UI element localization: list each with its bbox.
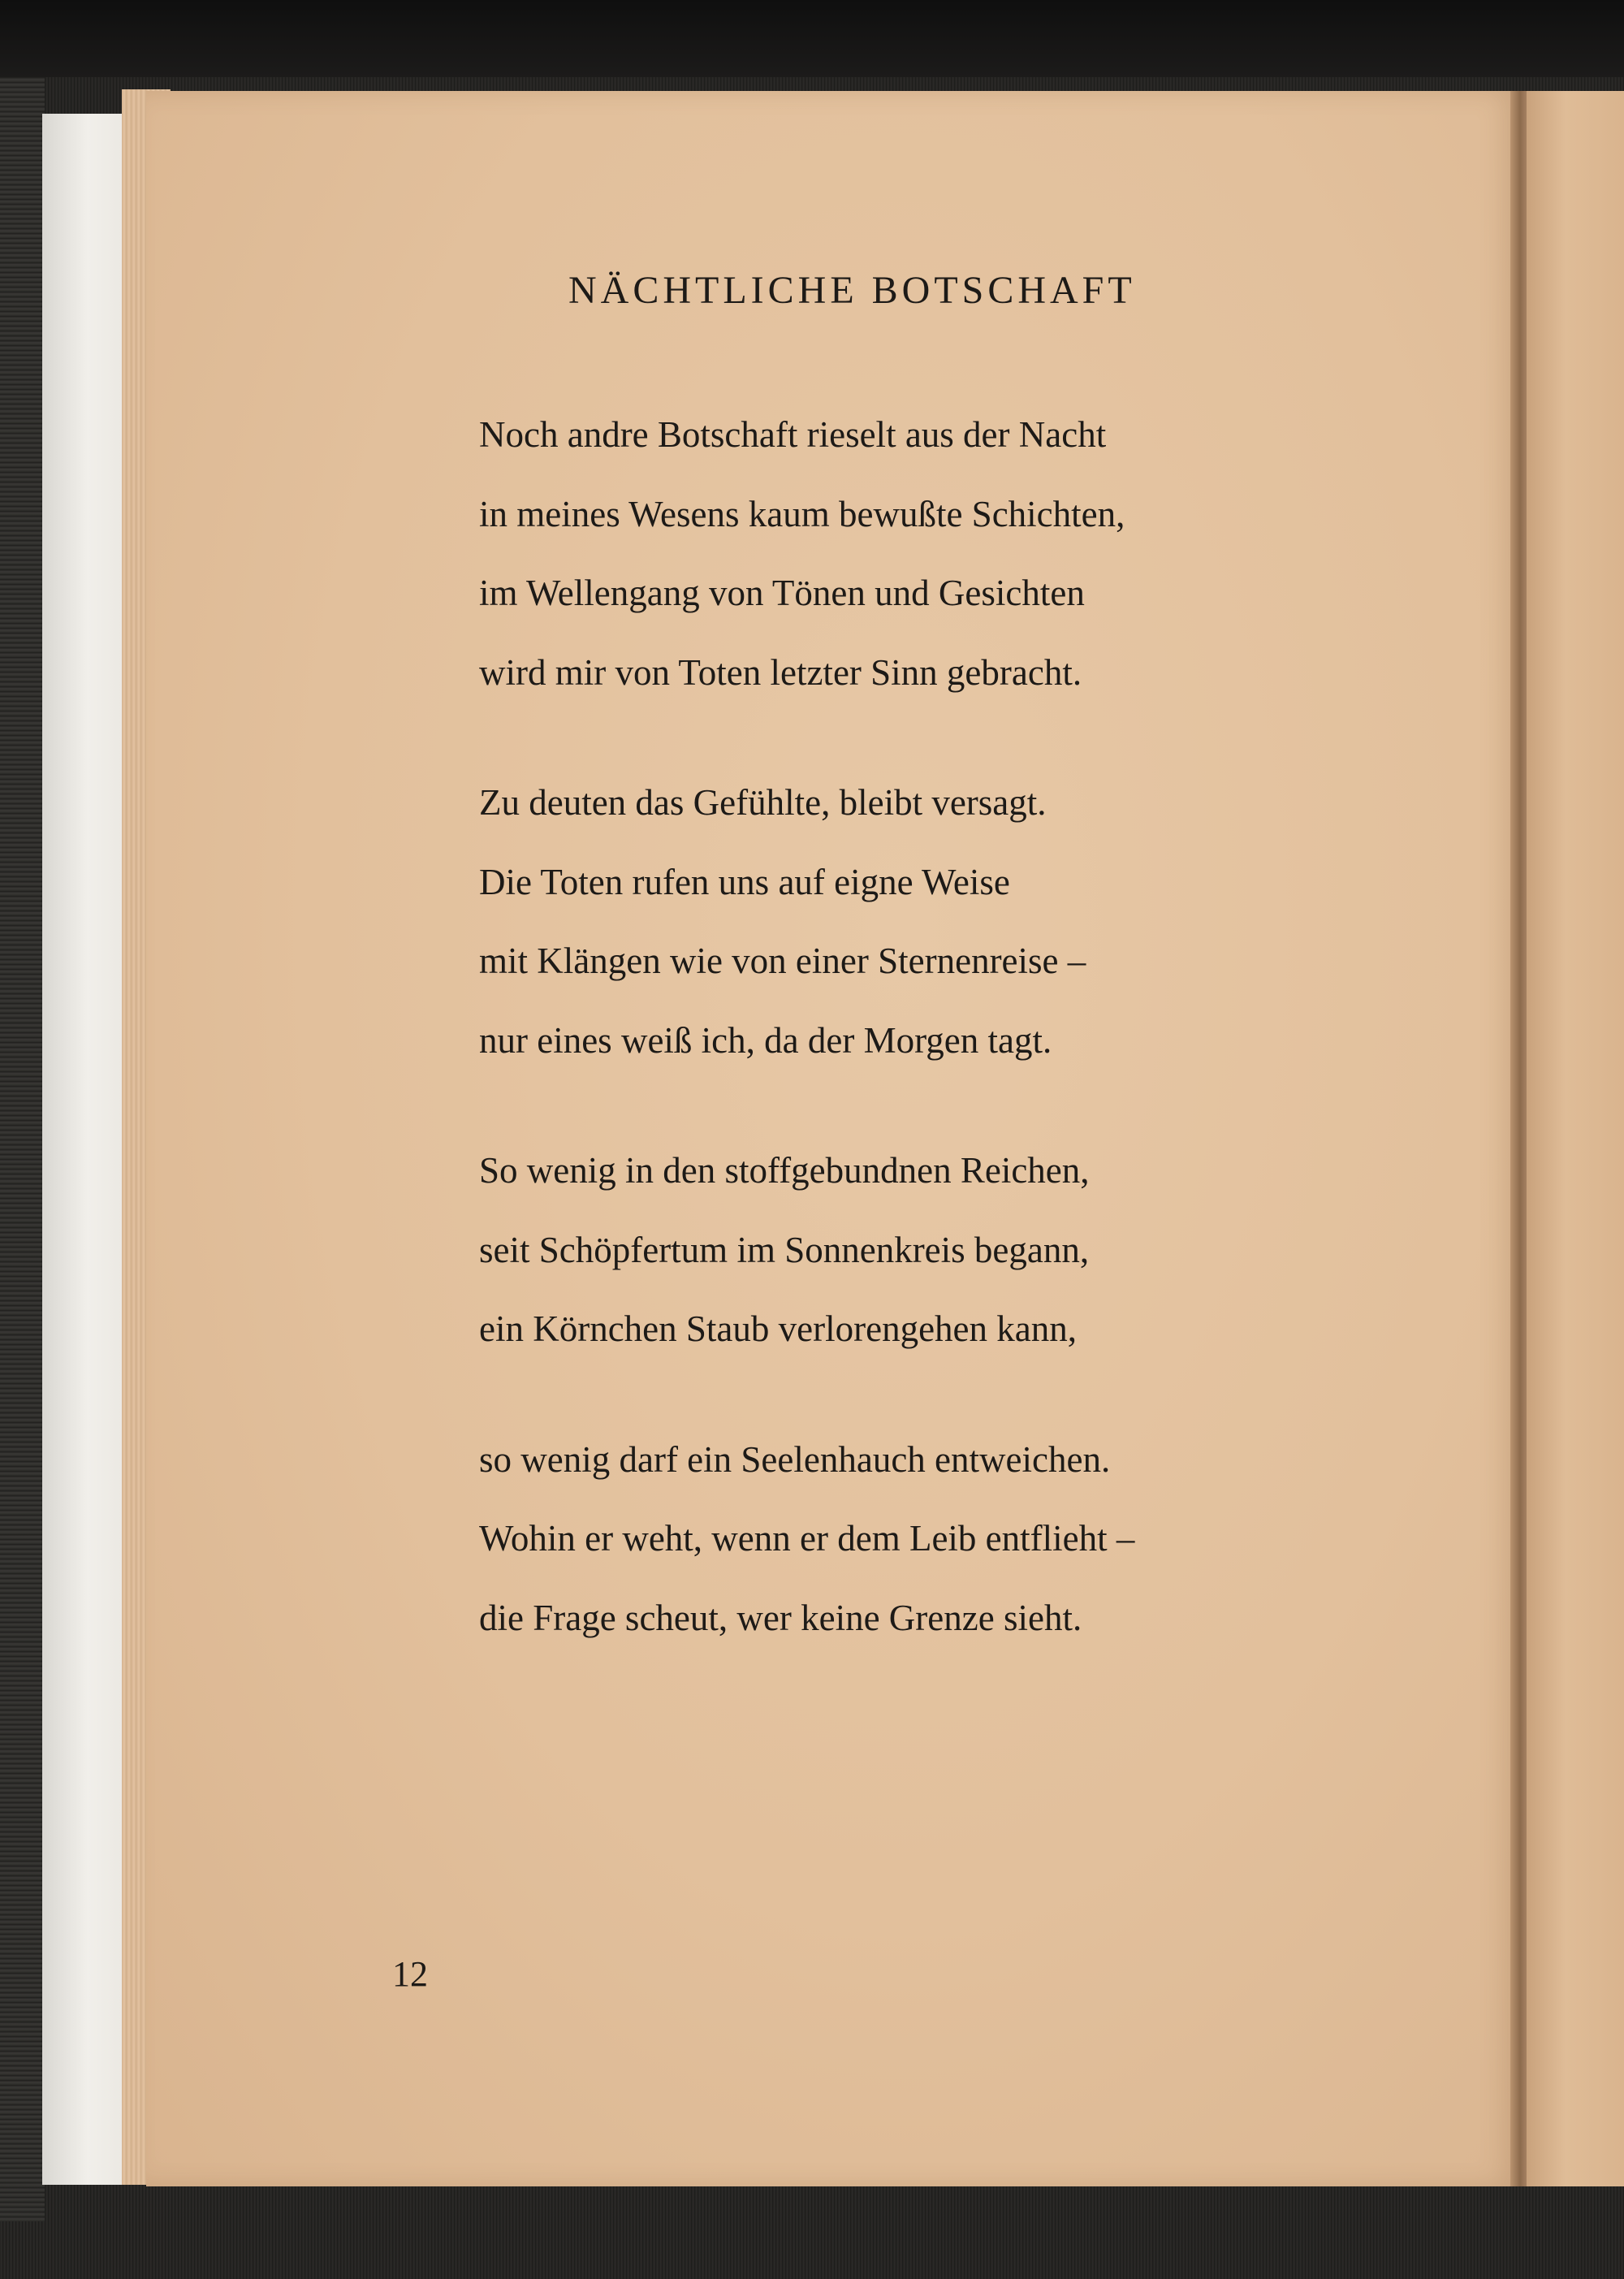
poem-line: Wohin er weht, wenn er dem Leib entflieht – [479,1518,1135,1559]
poem-line: die Frage scheut, wer keine Grenze sieht. [479,1597,1082,1638]
poem-line: so wenig darf ein Seelenhauch entweichen. [479,1438,1111,1480]
poem-line: ein Körnchen Staub verlorengehen kann, [479,1308,1077,1349]
top-shadow [0,0,1624,77]
poem-line: Noch andre Botschaft rieselt aus der Nacht [479,414,1107,455]
poem-body [479,410,1397,1723]
poem-line: Die Toten rufen uns auf eigne Weise [479,861,1010,902]
poem-title: NÄCHTLICHE BOTSCHAFT [568,269,1136,312]
poem-line: seit Schöpfertum im Sonnenkreis begann, [479,1229,1090,1270]
poem-line: mit Klängen wie von einer Sternenreise – [479,941,1086,981]
stanza-1 [479,410,1397,727]
book-cover-edge [0,77,45,2221]
page-number: 12 [392,1954,428,1994]
stanza-2 [479,778,1397,1095]
stanza-3 [479,1146,1397,1384]
poem-line: So wenig in den stoffgebundnen Reichen, [479,1150,1090,1191]
facing-page-edge [1527,91,1624,2186]
stanza-4 [479,1435,1397,1673]
poem-line: im Wellengang von Tönen und Gesichten [479,573,1085,613]
poem-line: wird mir von Toten letzter Sinn gebracht. [479,651,1082,693]
poem-line: nur eines weiß ich, da der Morgen tagt. [479,1019,1052,1061]
book-gutter [1510,91,1527,2186]
poem-line: Zu deuten das Gefühlte, bleibt versagt. [479,782,1047,823]
poem-line: in meines Wesens kaum bewußte Schichten, [479,493,1125,534]
